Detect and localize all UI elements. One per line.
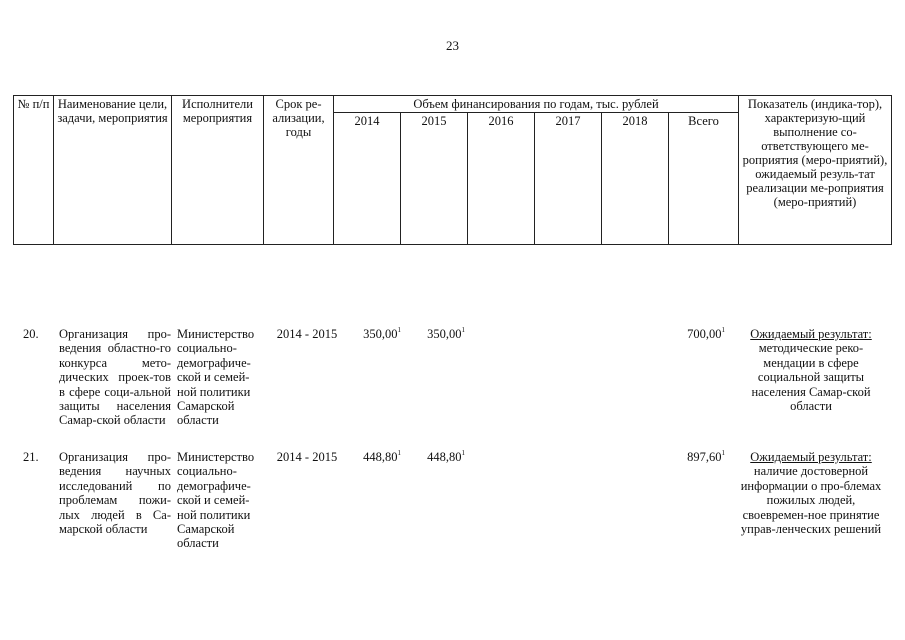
header-total: Всего — [669, 113, 739, 245]
indicator-label: Ожидаемый результат: — [750, 450, 872, 464]
header-year-2018: 2018 — [602, 113, 669, 245]
row-number: 20. — [23, 327, 39, 341]
header-year-2017: 2017 — [535, 113, 602, 245]
indicator-text: методические реко-мендации в сфере социальной защиты населения Самар-ской области — [751, 341, 871, 414]
header-indicator: Показатель (индика-тор), характеризую-щий выполнение со-ответствующего ме-роприятия (меро-приятий), ожидаемый резуль-тат реализации ме-роприятия (меро-приятий) — [739, 96, 892, 245]
page-number: 23 — [446, 38, 459, 53]
row-term: 2014 - 2015 — [276, 450, 338, 464]
row-name: Организация про-ведения областно-го конкурса мето-дических проек-тов в сфере соци-альной защиты населения Самар-ской области — [59, 327, 171, 428]
footnote-mark: 1 — [461, 326, 465, 334]
row-executor: Министерство социально-демографиче-ской и семей-ной политики Самарской области — [177, 327, 255, 428]
indicator-text: наличие достоверной информации о про-блемах пожилых людей, своевремен-ное принятие управ-ленческих решений — [740, 464, 882, 537]
header-year-2016: 2016 — [468, 113, 535, 245]
header-financing: Объем финансирования по годам, тыс. рублей — [334, 96, 739, 113]
row-value-2014: 350,00$^1$ — [363, 326, 401, 341]
header-term: Срок ре-ализации, годы — [264, 96, 334, 245]
footnote-mark: 1 — [397, 449, 401, 457]
row-indicator — [735, 450, 887, 536]
header-year-2015: 2015 — [401, 113, 468, 245]
row-number: 21. — [23, 450, 39, 464]
row-value-2015: 448,80$^1$ — [427, 449, 465, 464]
row-indicator — [735, 327, 887, 413]
header-name: Наименование цели, задачи, мероприятия — [54, 96, 172, 245]
footnote-mark: 1 — [461, 449, 465, 457]
row-executor: Министерство социально-демографиче-ской и семей-ной политики Самарской области — [177, 450, 255, 551]
row-name: Организация про-ведения научных исследований по проблемам пожи-лых людей в Са-марской области — [59, 450, 171, 537]
indicator-label: Ожидаемый результат: — [750, 327, 872, 341]
footnote-mark: 1 — [721, 326, 725, 334]
row-value-2015: 350,00$^1$ — [427, 326, 465, 341]
table-header — [13, 95, 892, 245]
row-total: 700,00$^1$ — [687, 326, 725, 341]
footnote-mark: 1 — [397, 326, 401, 334]
row-value-2014: 448,80$^1$ — [363, 449, 401, 464]
row-total: 897,60$^1$ — [687, 449, 725, 464]
row-term: 2014 - 2015 — [276, 327, 338, 341]
header-num: № п/п — [14, 96, 54, 245]
footnote-mark: 1 — [721, 449, 725, 457]
header-executors: Исполнители мероприятия — [172, 96, 264, 245]
header-year-2014: 2014 — [334, 113, 401, 245]
